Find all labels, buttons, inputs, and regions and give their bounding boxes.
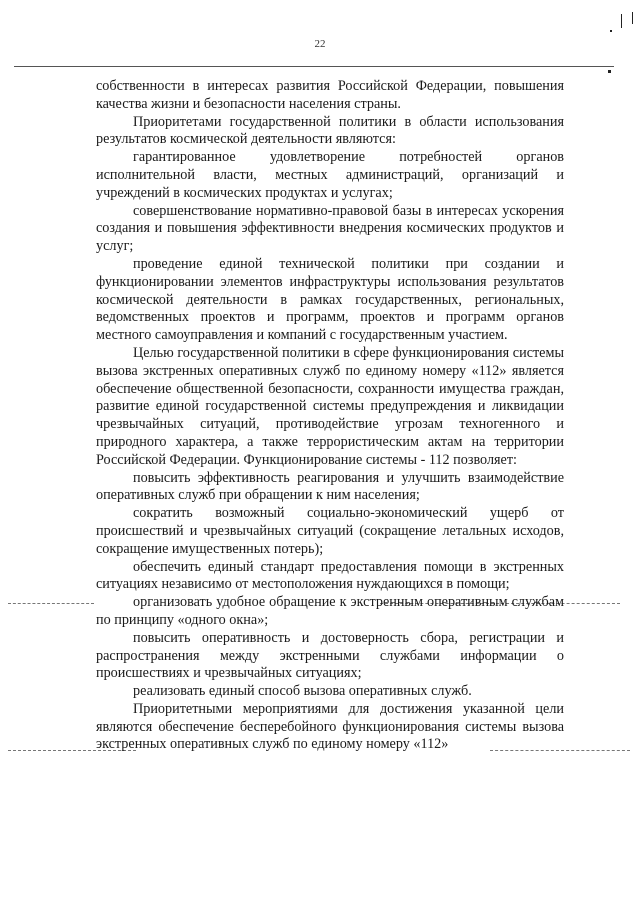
list-item: повысить эффективность реагирования и улучшить взаимодействие оперативных служб при обращении к ним населения; [96,469,564,504]
scan-mark [621,14,622,28]
paragraph: Целью государственной политики в сфере функционирования системы вызова экстренных оперативных служб по единому номеру «112» является обеспечение общественной безопасности, сохранности имущества граждан, развитие единой государственной системы предупреждения и ликвидации чрезвычайных ситуаций, противодействие угрозам техногенного и природного характера, а также террористическим актам на территории Российской Федерации. Функционирование системы - 112 позволяет: [96,344,564,468]
scan-mark [610,30,612,32]
page-number: 22 [314,38,326,50]
scan-mark [608,70,611,73]
paragraph: Приоритетными мероприятиями для достижения указанной цели являются обеспечение бесперебойного функционирования системы вызова экстренных оперативных служб по единому номеру «112» [96,700,564,753]
list-item: сократить возможный социально-экономический ущерб от происшествий и чрезвычайных ситуаций (сокращение летальных исходов, сокращение имущественных потерь); [96,505,564,557]
document-body [96,78,564,754]
paragraph: Приоритетами государственной политики в области использования результатов космической деятельности являются: [96,113,564,148]
list-item: повысить оперативность и достоверность сбора, регистрации и распространения между экстренными службами информации о происшествиях и чрезвычайных ситуациях; [96,629,564,682]
list-item: реализовать единый способ вызова оперативных служб. [133,683,472,700]
list-item: гарантированное удовлетворение потребностей органов исполнительной власти, местных администраций, организаций и учреждений в космических продуктах и услугах; [96,149,564,201]
list-item: обеспечить единый стандарт предоставления помощи в экстренных ситуациях независимо от местоположения нуждающихся в помощи; [96,558,564,593]
list-item: организовать удобное обращение к экстренным оперативным службам по принципу «одного окна»; [96,594,564,628]
list-item: проведение единой технической политики при создании и функционировании элементов инфраструктуры использования результатов космической деятельности в рамках государственных, региональных, ведомственных проектов и программ, проектов и программ органов местного самоуправления и компаний с государственным участием. [96,255,564,344]
paragraph: собственности в интересах развития Российской Федерации, повышения качества жизни и безопасности населения страны. [96,78,564,112]
list-item: совершенствование нормативно-правовой базы в интересах ускорения создания и повышения эффективности внедрения космических продуктов и услуг; [96,202,564,255]
scan-mark [632,12,633,24]
dash-artifact [8,603,94,604]
header-rule [14,66,614,67]
